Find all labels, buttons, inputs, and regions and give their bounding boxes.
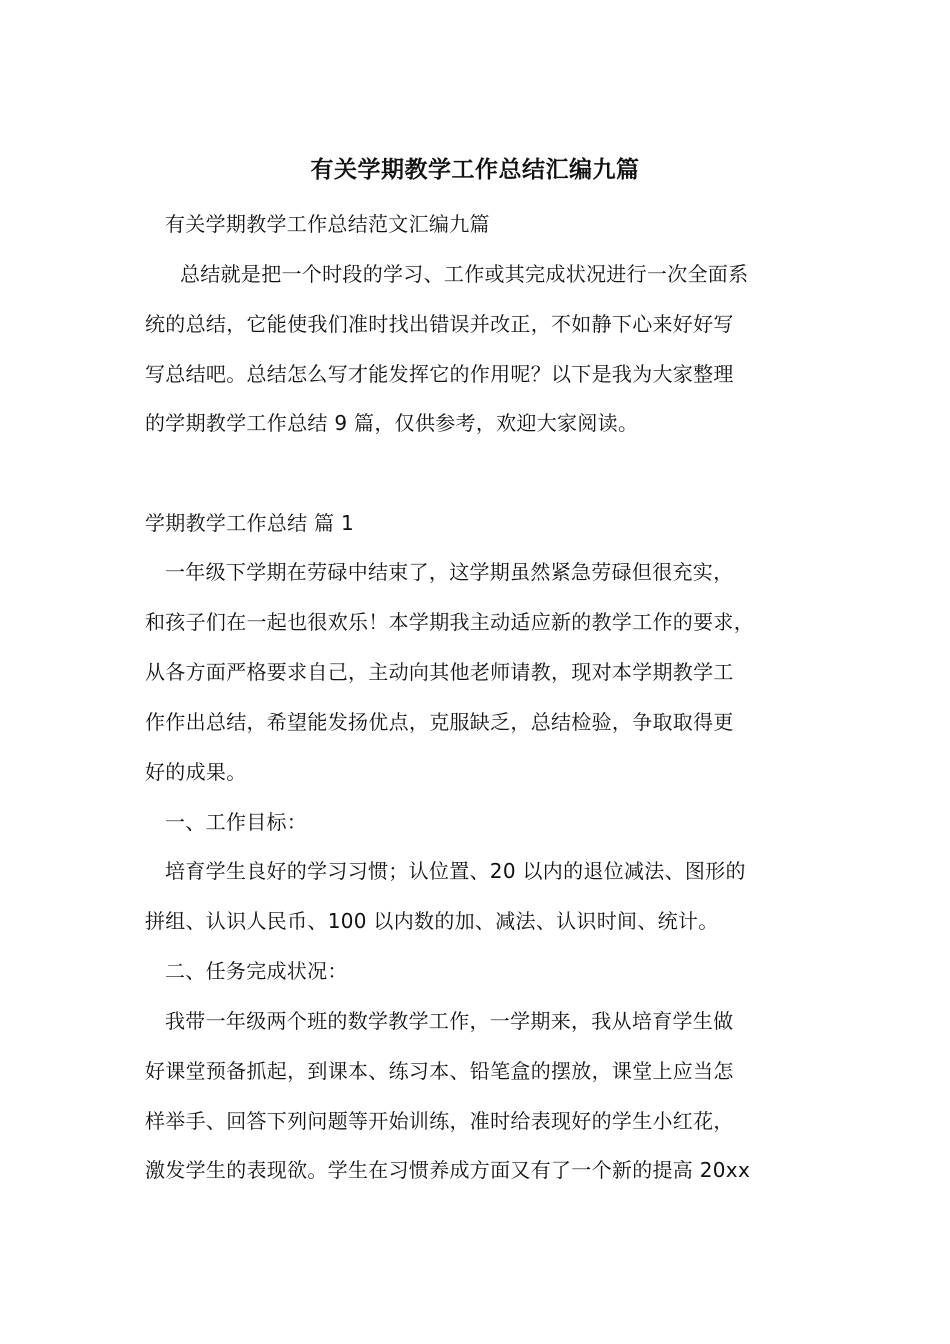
intro-line: 写总结吧。总结怎么写才能发挥它的作用呢？以下是我为大家整理 <box>145 362 734 386</box>
section-heading: 学期教学工作总结 篇 1 <box>145 511 355 535</box>
paragraph-line: 激发学生的表现欲。学生在习惯养成方面又有了一个新的提高 20xx <box>145 1158 751 1182</box>
paragraph-line: 从各方面严格要求自己，主动向其他老师请教，现对本学期教学工 <box>145 660 734 684</box>
document-subtitle: 有关学期教学工作总结范文汇编九篇 <box>165 212 490 236</box>
paragraph-line: 作作出总结，希望能发扬优点，克服缺乏，总结检验，争取取得更 <box>145 710 734 734</box>
paragraph-line: 一年级下学期在劳碌中结束了，这学期虽然紧急劳碌但很充实， <box>165 560 734 584</box>
heading-goals: 一、工作目标： <box>165 810 308 834</box>
paragraph-line: 好的成果。 <box>145 760 247 784</box>
document-title: 有关学期教学工作总结汇编九篇 <box>310 157 640 183</box>
paragraph-line: 和孩子们在一起也很欢乐！本学期我主动适应新的教学工作的要求， <box>145 610 754 634</box>
intro-line: 总结就是把一个时段的学习、工作或其完成状况进行一次全面系 <box>180 262 749 286</box>
intro-line: 的学期教学工作总结 9 篇，仅供参考，欢迎大家阅读。 <box>145 411 639 435</box>
intro-line: 统的总结，它能使我们准时找出错误并改正，不如静下心来好好写 <box>145 312 734 336</box>
paragraph-line: 样举手、回答下列问题等开始训练，准时给表现好的学生小红花， <box>145 1109 734 1133</box>
paragraph-line: 培育学生良好的学习习惯；认位置、20 以内的退位减法、图形的 <box>165 859 746 883</box>
paragraph-line: 好课堂预备抓起，到课本、练习本、铅笔盒的摆放，课堂上应当怎 <box>145 1059 734 1083</box>
paragraph-line: 拼组、认识人民币、100 以内数的加、减法、认识时间、统计。 <box>145 909 719 933</box>
heading-status: 二、任务完成状况： <box>165 959 348 983</box>
paragraph-line: 我带一年级两个班的数学教学工作，一学期来，我从培育学生做 <box>165 1009 734 1033</box>
